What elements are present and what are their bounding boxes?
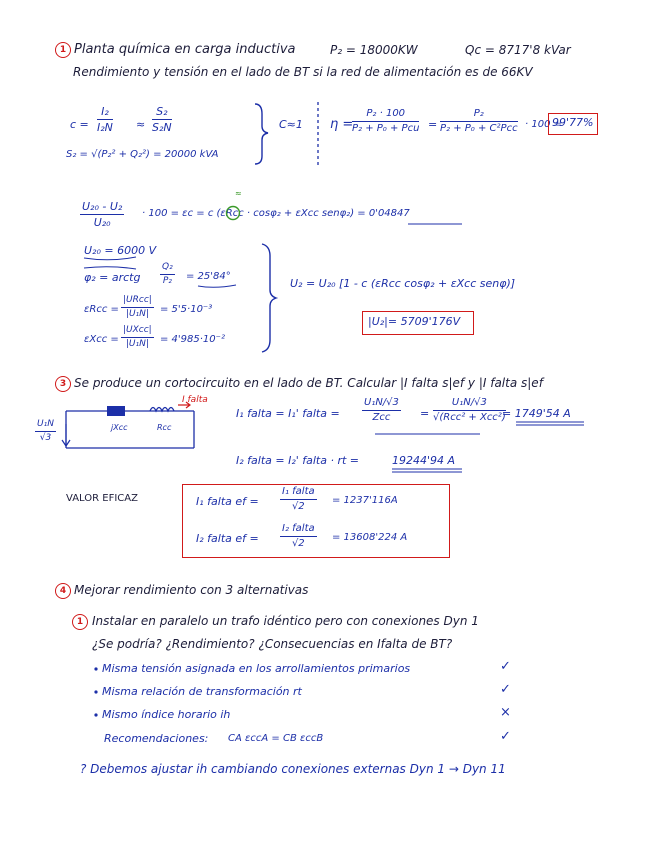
- i2ef-num: I₂ falta: [280, 524, 317, 537]
- phi2-value: = 25'84°: [186, 271, 231, 282]
- exc-num: |UXcc|: [121, 326, 154, 338]
- eta-times: · 100 =: [525, 119, 563, 130]
- bullet-2: [94, 690, 97, 693]
- i1ef-den: √2: [291, 501, 305, 512]
- bullet-3: [94, 713, 97, 716]
- recommendations-label: Recomendaciones:: [104, 732, 209, 745]
- section-4-title: Mejorar rendimiento con 3 alternativas: [74, 583, 309, 597]
- valor-eficaz-label: VALOR EFICAZ: [66, 493, 138, 504]
- regulation-rhs: · 100 = εc = c (εRcc · cosφ₂ + εXcc senφ₂) = 0'04847: [142, 208, 410, 219]
- i1-num1: U₁N/√3: [362, 398, 401, 411]
- phi2-lhs: φ₂ = arctg: [84, 271, 141, 284]
- i2ef-lhs: I₂ falta ef =: [196, 532, 259, 545]
- i1-value: = 1749'54 A: [502, 407, 571, 420]
- qc-value: Qc = 8717'8 kVar: [465, 43, 571, 57]
- circuit-source-num: U₁N: [35, 420, 56, 432]
- recommendations-formula: CA εccA = CB εccB: [228, 733, 324, 744]
- c-lhs: c =: [70, 118, 89, 131]
- section-1-number: 1: [55, 42, 71, 58]
- c-den: I₂N: [97, 121, 113, 134]
- i1ef-value: = 1237'116A: [332, 495, 398, 506]
- alternative-1-question: ¿Se podría? ¿Rendimiento? ¿Consecuencias en Ifalta de BT?: [92, 637, 453, 651]
- phi2-den: P₂: [162, 276, 172, 286]
- i1-den1: Zcc: [372, 412, 391, 423]
- u20-underline: [84, 257, 136, 260]
- eta-den2: P₂ + P₀ + C²Pcc: [440, 123, 518, 134]
- erc-value: = 5'5·10⁻³: [160, 304, 213, 315]
- eta-num1: P₂ · 100: [352, 109, 419, 122]
- eta-equals: =: [428, 118, 438, 131]
- c-num2: S₂: [152, 106, 172, 120]
- phi2-overline: [84, 267, 136, 269]
- i2-value: 19244'94 A: [392, 454, 456, 467]
- i1-den2: √(Rcc² + Xcc²): [433, 412, 506, 423]
- erc-num: |URcc|: [121, 296, 154, 308]
- phi2-num: Q₂: [160, 263, 175, 275]
- brace-c: [255, 104, 268, 164]
- section-3-number: 3: [55, 376, 71, 392]
- i1-num2: U₁N/√3: [433, 398, 506, 411]
- brace-params: [262, 244, 276, 352]
- item-2-check-icon: ✓: [500, 682, 511, 697]
- circuit-voltage-arrow: [62, 424, 70, 446]
- item-3-text: Mismo índice horario ih: [102, 708, 231, 721]
- u2-result: |U₂|= 5709'176V: [368, 315, 461, 328]
- alternative-1-title: Instalar en paralelo un trafo idéntico pero con conexiones Dyn 1: [92, 614, 479, 628]
- circuit-source-den: √3: [39, 433, 52, 443]
- item-3-cross-icon: ×: [500, 705, 511, 720]
- s2-formula: S₂ = √(P₂² + Q₂²) = 20000 kVA: [66, 149, 219, 160]
- c-den2: S₂N: [152, 121, 172, 134]
- section-3-title: Se produce un cortocircuito en el lado de BT. Calcular |I falta s|ef y |I falta s|ef: [74, 376, 543, 390]
- approx-sign: ≈: [136, 118, 146, 131]
- i2ef-den: √2: [291, 538, 305, 549]
- erc-lhs: εRcc =: [84, 304, 119, 315]
- item-1-text: Misma tensión asignada en los arrollamientos primarios: [102, 662, 411, 675]
- section-1-title: Planta química en carga inductiva: [74, 42, 296, 57]
- c-approx-one: C≈1: [279, 118, 303, 131]
- eta-den1: P₂ + P₀ + Pcu: [352, 123, 420, 134]
- circuit-reactance: [107, 406, 125, 416]
- section-4-number: 4: [55, 583, 71, 599]
- final-note: ? Debemos ajustar ih cambiando conexiones externas Dyn 1 → Dyn 11: [80, 762, 506, 776]
- p2-value: P₂ = 18000KW: [330, 43, 418, 57]
- eta-lhs: η =: [330, 117, 354, 132]
- i2-lhs: I₂ falta = I₂' falta · rt =: [236, 454, 360, 467]
- eta-num2: P₂: [440, 109, 518, 122]
- item-2-text: Misma relación de transformación rt: [102, 685, 302, 698]
- u20-value: U₂₀ = 6000 V: [84, 244, 157, 257]
- i1ef-lhs: I₁ falta ef =: [196, 495, 259, 508]
- reg-den: U₂₀: [93, 216, 111, 229]
- bullet-1: [94, 667, 97, 670]
- i1-lhs: I₁ falta = I₁' falta =: [236, 407, 340, 420]
- i1-equals: =: [420, 407, 430, 420]
- i1ef-num: I₁ falta: [280, 487, 317, 500]
- ifalta-arrow-icon: [178, 402, 190, 408]
- item-1-check-icon: ✓: [500, 659, 511, 674]
- c-circle-mark: [227, 207, 240, 220]
- ifalta-label: I falta: [182, 395, 208, 405]
- c-mark: ≈: [235, 189, 242, 198]
- reg-num: U₂₀ - U₂: [82, 200, 123, 213]
- alternative-1-number: 1: [72, 614, 88, 630]
- phi2-value-underline: [198, 285, 236, 287]
- c-num: I₂: [97, 106, 113, 120]
- section-1-subtitle: Rendimiento y tensión en el lado de BT si la red de alimentación es de 66KV: [73, 65, 533, 79]
- i2ef-value: = 13608'224 A: [332, 532, 408, 543]
- exc-lhs: εXcc =: [84, 334, 119, 345]
- eta-result: 99'77%: [552, 116, 594, 129]
- erc-den: |U₁N|: [125, 309, 149, 319]
- exc-value: = 4'985·10⁻²: [160, 334, 225, 345]
- circuit-label-r: Rcc: [157, 423, 172, 432]
- circuit-label-x: jXcc: [111, 423, 128, 432]
- recommendations-check-icon: ✓: [500, 729, 511, 744]
- u2-formula: U₂ = U₂₀ [1 - c (εRcc cosφ₂ + εXcc senφ)]: [290, 277, 516, 290]
- exc-den: |U₁N|: [125, 339, 149, 349]
